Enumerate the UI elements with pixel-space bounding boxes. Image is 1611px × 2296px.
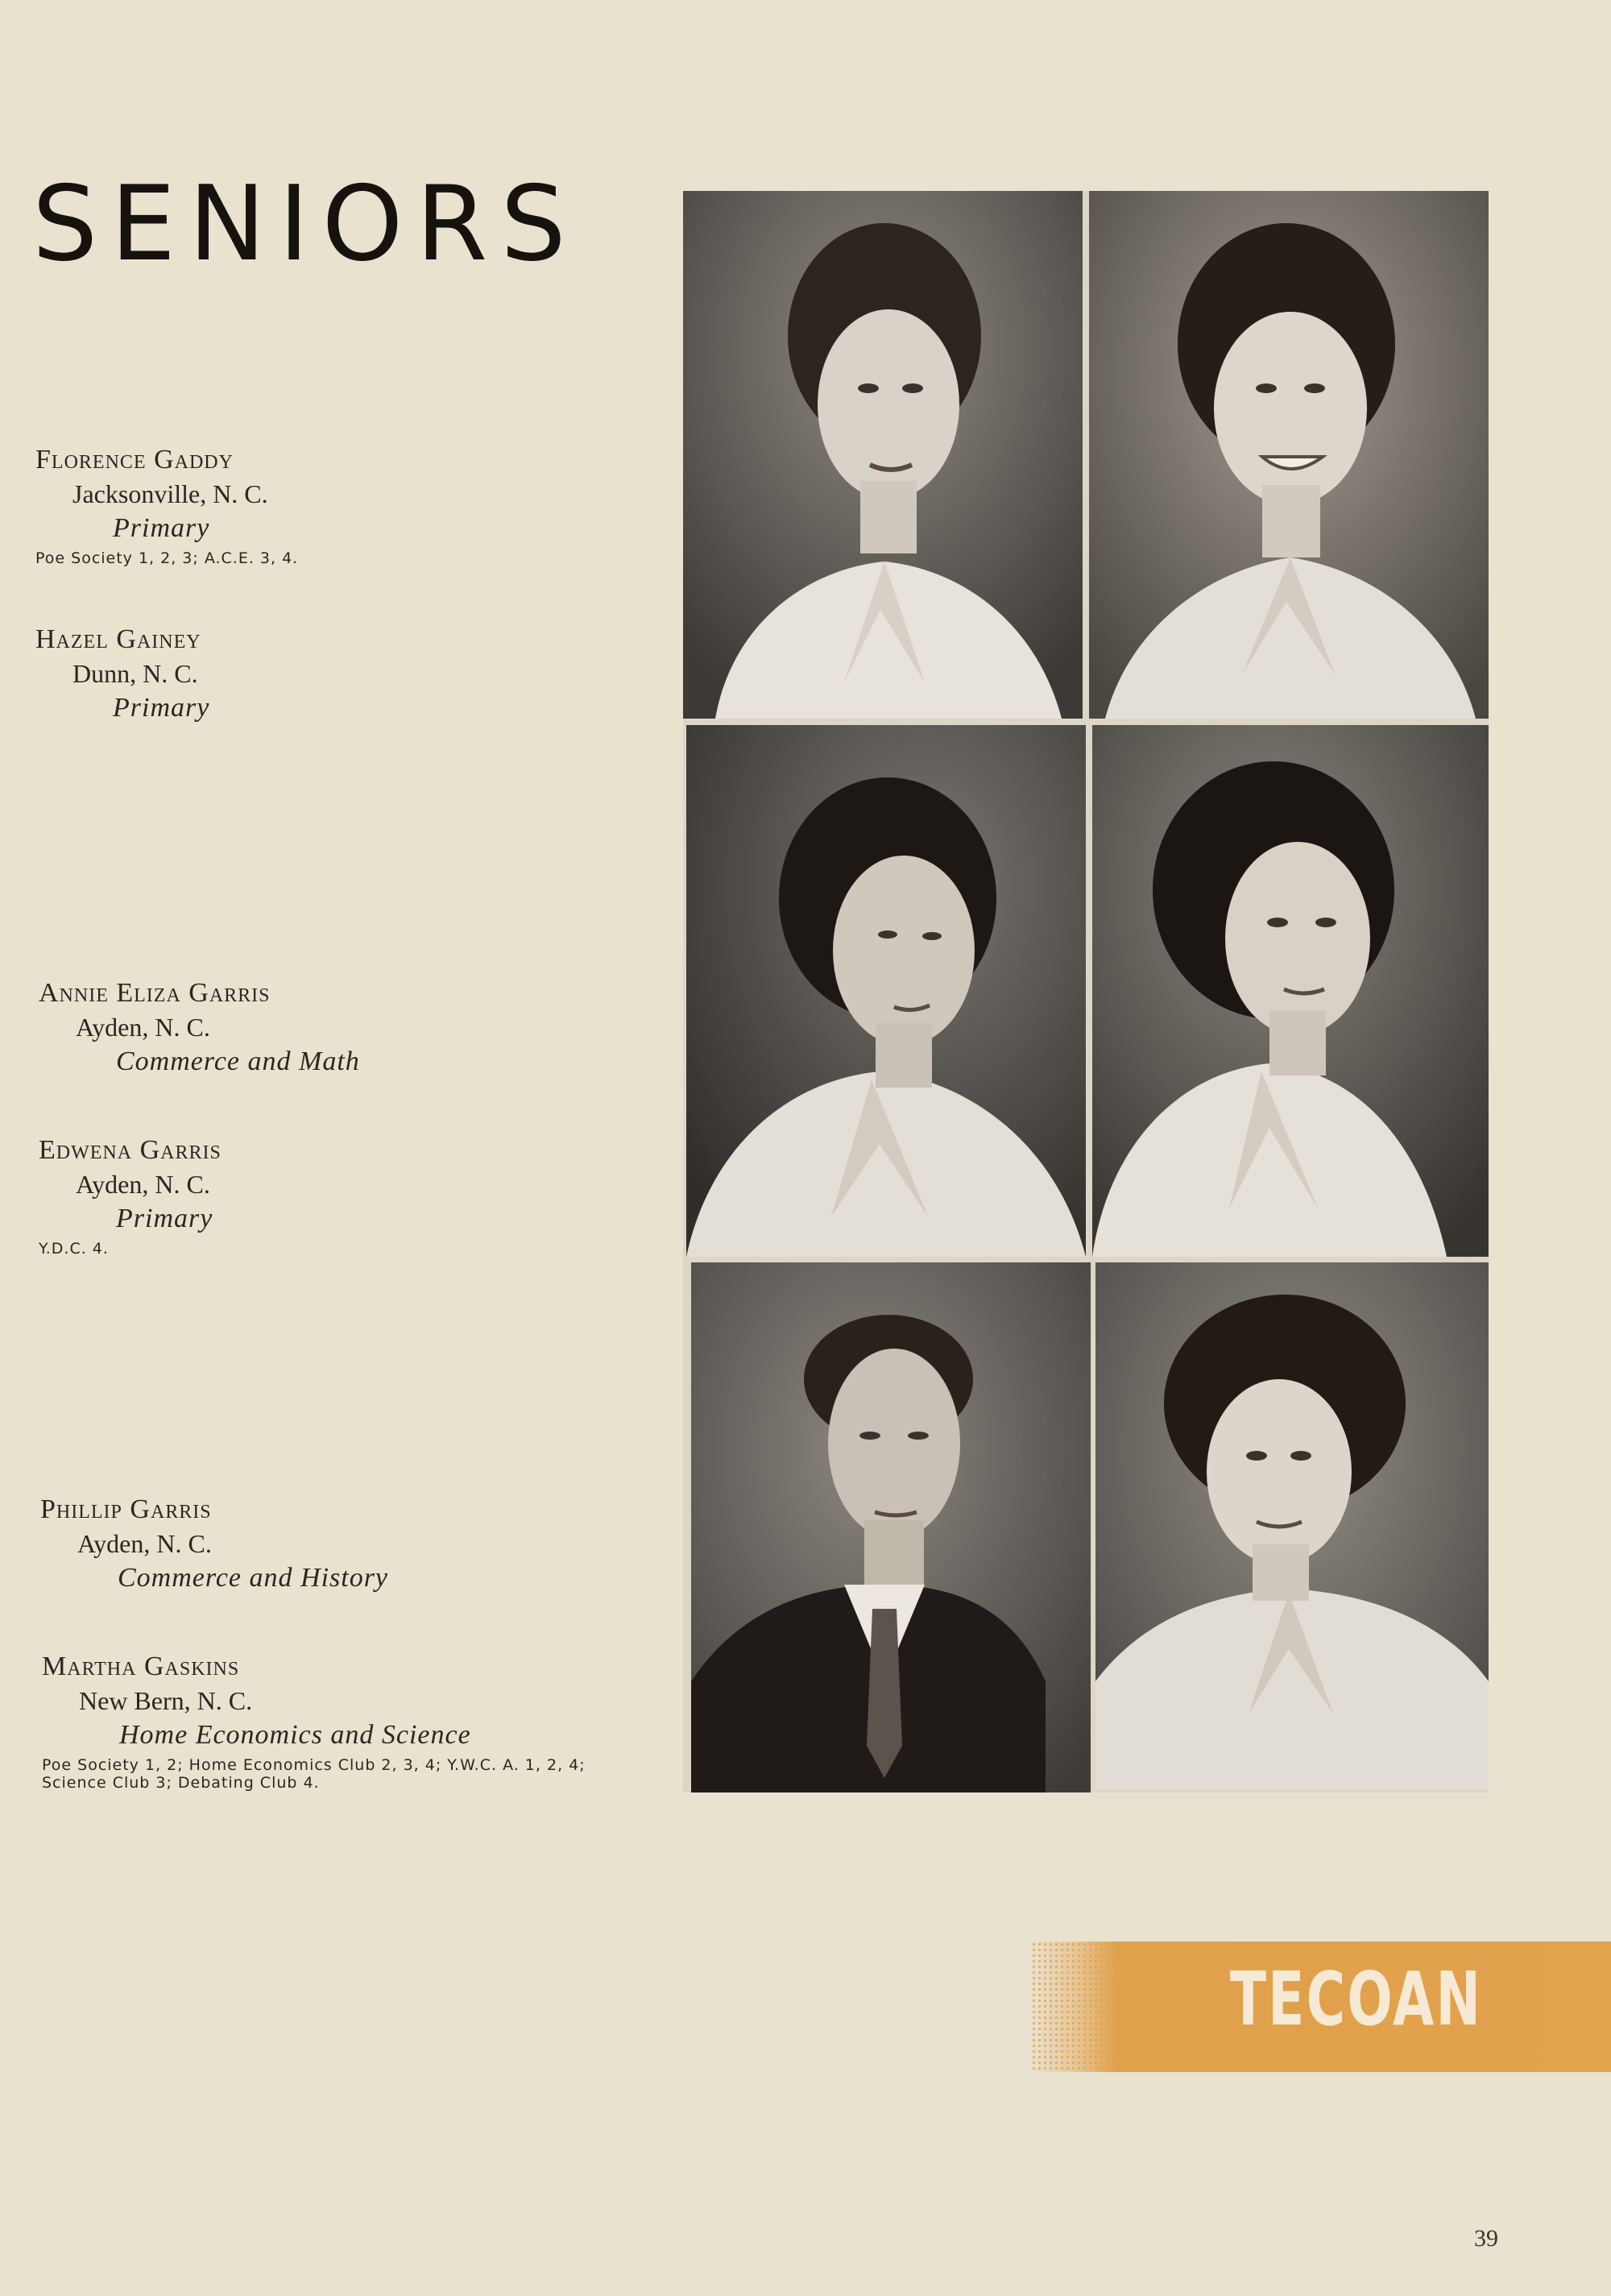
senior-course: Primary <box>116 1204 213 1233</box>
senior-entry <box>35 443 599 567</box>
portrait-photo <box>686 725 1086 1257</box>
senior-course: Primary <box>113 513 210 543</box>
senior-entry <box>39 1133 603 1258</box>
senior-entry <box>40 1493 388 1596</box>
senior-activities: Poe Society 1, 2, 3; A.C.E. 3, 4. <box>35 549 299 567</box>
senior-course: Primary <box>113 693 210 723</box>
senior-course: Commerce and History <box>118 1563 389 1593</box>
senior-name: Martha Gaskins <box>42 1652 240 1681</box>
senior-name: Florence Gaddy <box>35 445 234 475</box>
senior-name: Annie Eliza Garris <box>39 978 271 1008</box>
portrait-photo <box>1095 1262 1489 1790</box>
senior-name: Phillip Garris <box>40 1494 212 1524</box>
senior-town: Ayden, N. C. <box>76 1013 210 1042</box>
senior-town: Ayden, N. C. <box>77 1529 212 1558</box>
page-number: 39 <box>1474 2225 1498 2252</box>
senior-entry <box>39 976 360 1080</box>
senior-town: New Bern, N. C. <box>79 1686 253 1715</box>
senior-entry <box>35 623 209 726</box>
portrait-photo <box>1089 191 1489 719</box>
portrait-photo <box>691 1262 1091 1792</box>
portrait-grid <box>683 191 1489 1792</box>
yearbook-banner <box>1031 1942 1611 2072</box>
senior-activities: Poe Society 1, 2; Home Economics Club 2, 3, 4; Y.W.C. A. 1, 2, 4; Science Club 3; Debating Club 4. <box>42 1756 586 1792</box>
senior-activities: Y.D.C. 4. <box>39 1240 109 1258</box>
senior-town: Jacksonville, N. C. <box>72 479 268 508</box>
senior-town: Dunn, N. C. <box>72 659 198 688</box>
senior-name: Edwena Garris <box>39 1135 222 1165</box>
portrait-photo <box>1092 725 1489 1257</box>
portrait-photo <box>683 191 1083 719</box>
senior-name: Hazel Gainey <box>35 624 201 654</box>
senior-town: Ayden, N. C. <box>76 1170 210 1199</box>
senior-course: Home Economics and Science <box>119 1720 471 1750</box>
senior-course: Commerce and Math <box>116 1046 360 1076</box>
banner-title: TECOAN <box>1229 1956 1482 2042</box>
page-title: SENIORS <box>32 164 579 284</box>
senior-entry <box>42 1650 606 1792</box>
banner-texture <box>1031 1942 1136 2072</box>
